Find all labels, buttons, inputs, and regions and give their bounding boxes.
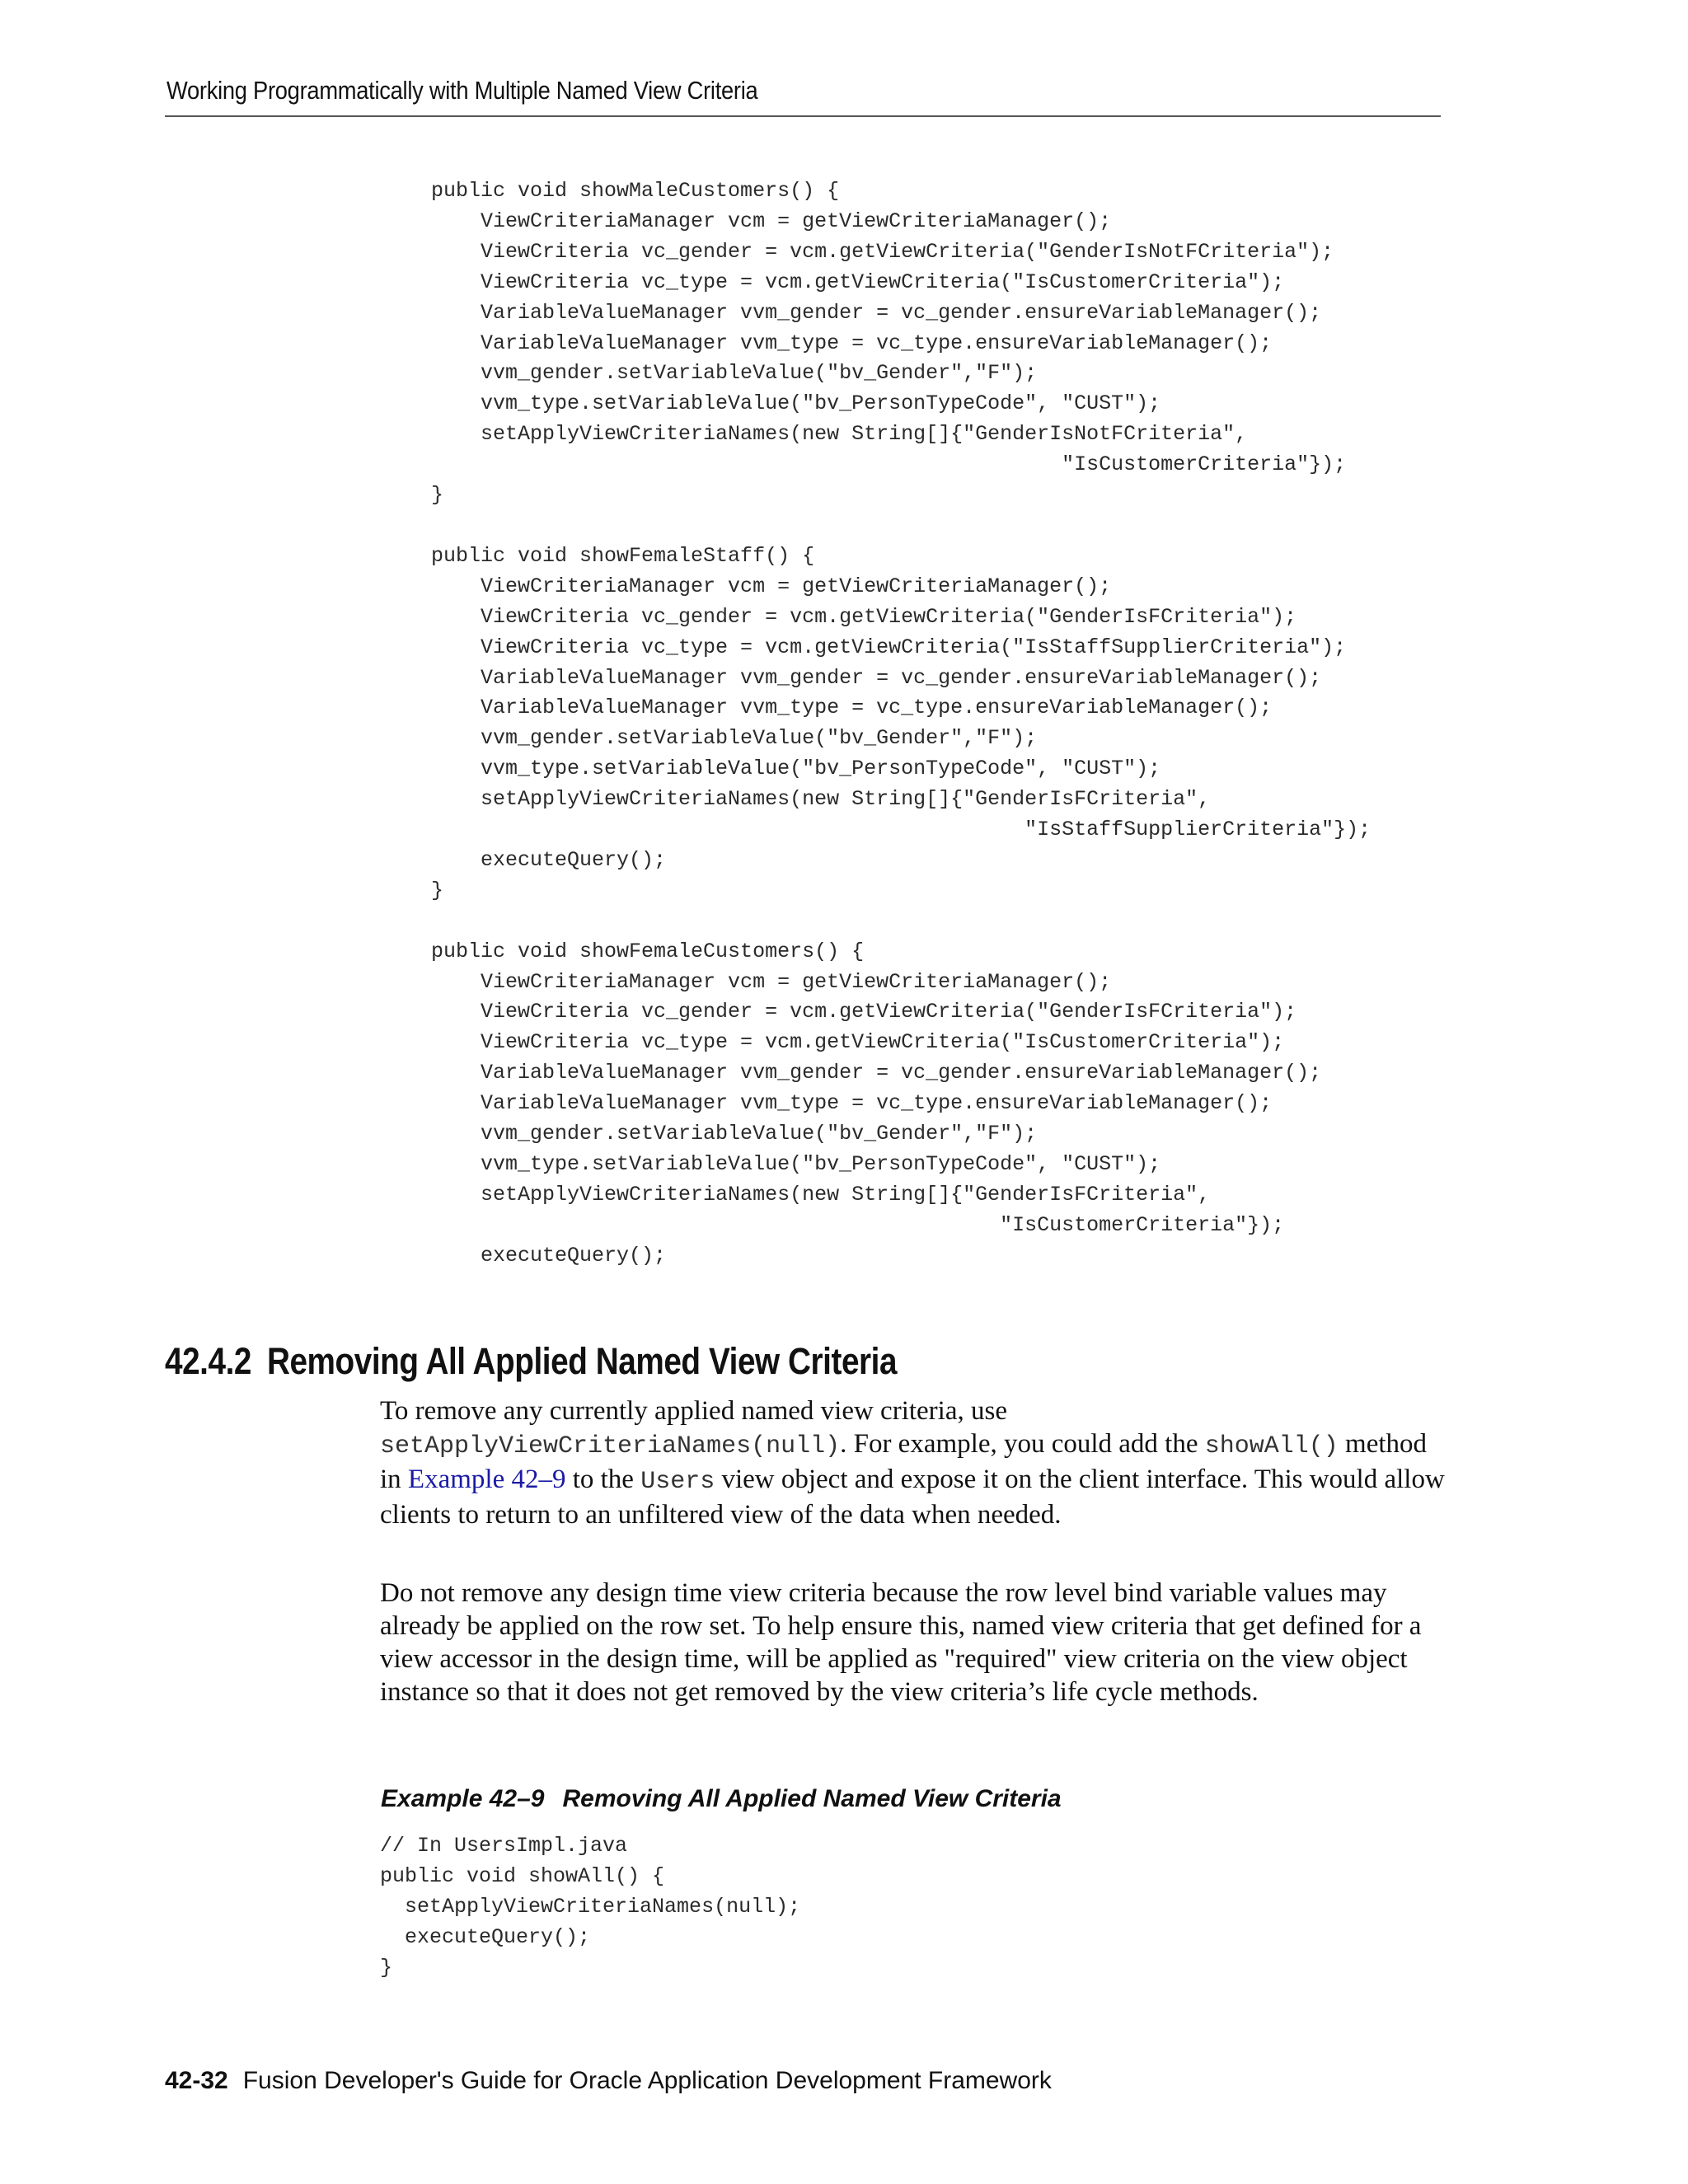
para1-text-3: method in bbox=[380, 1429, 1428, 1494]
para1-text-2: . For example, you could add the bbox=[840, 1429, 1205, 1459]
example-label: Example 42–9 bbox=[381, 1785, 545, 1812]
inline-code-users: Users bbox=[640, 1468, 715, 1496]
book-title: Fusion Developer's Guide for Oracle Application Development Framework bbox=[242, 2067, 1052, 2094]
code-block-example: // In UsersImpl.java public void showAll() { setApplyViewCriteriaNames(null); executeQuery(); } bbox=[380, 1834, 801, 1980]
header-divider bbox=[165, 115, 1441, 117]
paragraph-remove-criteria bbox=[380, 1394, 1451, 1531]
section-heading bbox=[165, 1340, 897, 1383]
page-number: 42-32 bbox=[165, 2067, 228, 2094]
para1-text-4: to the bbox=[565, 1465, 641, 1494]
running-header: Working Programmatically with Multiple Named View Criteria bbox=[166, 76, 758, 105]
para1-text-5: view object and expose it on the client interface. This would allow clients to return to an unfiltered view of the data when needed. bbox=[380, 1465, 1445, 1530]
example-link[interactable]: Example 42–9 bbox=[407, 1465, 566, 1494]
paragraph-design-time-criteria: Do not remove any design time view criteria because the row level bind variable values may already be applied on the row set. To help ensure this, named view criteria that get defined for a view accessor in the design time, will be applied as "required" view criteria on the view object instance so that it does not get removed by the view criteria’s life cycle methods. bbox=[380, 1578, 1422, 1707]
section-title: Removing All Applied Named View Criteria bbox=[266, 1340, 898, 1382]
section-number: 42.4.2 bbox=[165, 1340, 252, 1382]
inline-code-setapply: setApplyViewCriteriaNames(null) bbox=[380, 1432, 841, 1460]
example-title: Removing All Applied Named View Criteria bbox=[562, 1785, 1062, 1812]
page-footer bbox=[165, 2067, 1052, 2095]
para1-text-1: To remove any currently applied named view criteria, use bbox=[380, 1396, 1007, 1426]
code-block-view-criteria-methods: public void showMaleCustomers() { ViewCriteriaManager vcm = getViewCriteriaManager(); ViewCriteria vc_gender = vcm.getViewCriteria("GenderIsNotFCriteria"); ViewCriteria vc_type = vcm.getViewCriteria("IsCustomerCriteria"); VariableValueManager vvm_gender = vc_gender.ensureVariableManager(); VariableValueManager vvm_type = vc_type.ensureVariableManager(); vvm_gender.setVariableValue("bv_Gender","F"); vvm_type.setVariableValue("bv_PersonTypeCode", "CUST"); setApplyViewCriteriaNames(new String[]{"GenderIsNotFCriteria", "IsCustomerCriteria"}); } public void showFemaleStaff() { ViewCriteriaManager vcm = getViewCriteriaManager(); ViewCriteria vc_gender = vcm.getViewCriteria("GenderIsFCriteria"); ViewCriteria vc_type = vcm.getViewCriteria("IsStaffSupplierCriteria"); VariableValueManager vvm_gender = vc_gender.ensureVariableManager(); VariableValueManager vvm_type = vc_type.ensureVariableManager(); vvm_gender.setVariableValue("bv_Gender","F"); vvm_type.setVariableValue("bv_PersonTypeCode", "CUST"); setApplyViewCriteriaNames(new String[]{"GenderIsFCriteria", "IsStaffSupplierCriteria"}); executeQuery(); } public void showFemaleCustomers() { ViewCriteriaManager vcm = getViewCriteriaManager(); ViewCriteria vc_gender = vcm.getViewCriteria("GenderIsFCriteria"); ViewCriteria vc_type = vcm.getViewCriteria("IsCustomerCriteria"); VariableValueManager vvm_gender = vc_gender.ensureVariableManager(); VariableValueManager vvm_type = vc_type.ensureVariableManager(); vvm_gender.setVariableValue("bv_Gender","F"); vvm_type.setVariableValue("bv_PersonTypeCode", "CUST"); setApplyViewCriteriaNames(new String[]{"GenderIsFCriteria", "IsCustomerCriteria"}); executeQuery(); bbox=[431, 179, 1372, 1268]
example-caption bbox=[381, 1785, 1062, 1813]
inline-code-showall: showAll() bbox=[1204, 1432, 1339, 1460]
